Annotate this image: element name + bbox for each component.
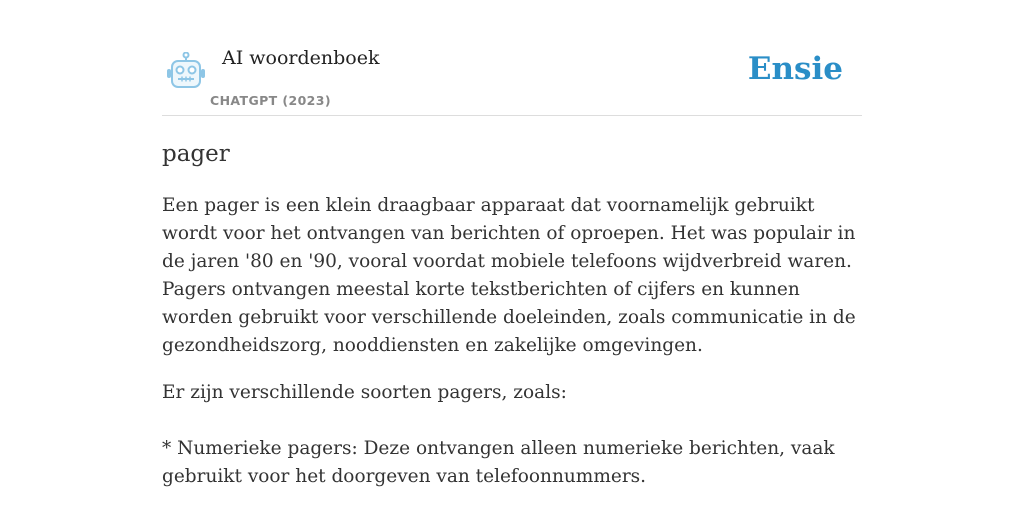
entry-term: pager (162, 141, 230, 167)
definition-paragraph: Er zijn verschillende soorten pagers, zoals: (162, 382, 567, 403)
definition-paragraph: Een pager is een klein draagbaar apparaat dat voornamelijk gebruikt wordt voor het ontvangen van berichten of oproepen. Het was populair in de jaren '80 en '90, vooral voordat mobiele telefoons wijdverbreid waren. Pagers ontvangen meestal korte tekstberichten of cijfers en kunnen worden gebruikt voor verschillende doeleinden, zoals communicatie in de gezondheidszorg, nooddiensten en zakelijke omgevingen. (162, 195, 856, 356)
ensie-logo[interactable]: Ensie (747, 51, 843, 87)
robot-icon (166, 52, 206, 90)
source-header (162, 0, 862, 116)
source-subtitle: CHATGPT (2023) (210, 93, 331, 108)
definition-list-item: * Numerieke pagers: Deze ontvangen alleen numerieke berichten, vaak gebruikt voor het doorgeven van telefoonnummers. (162, 438, 835, 487)
source-title[interactable]: AI woordenboek (222, 47, 380, 69)
page (162, 0, 862, 487)
